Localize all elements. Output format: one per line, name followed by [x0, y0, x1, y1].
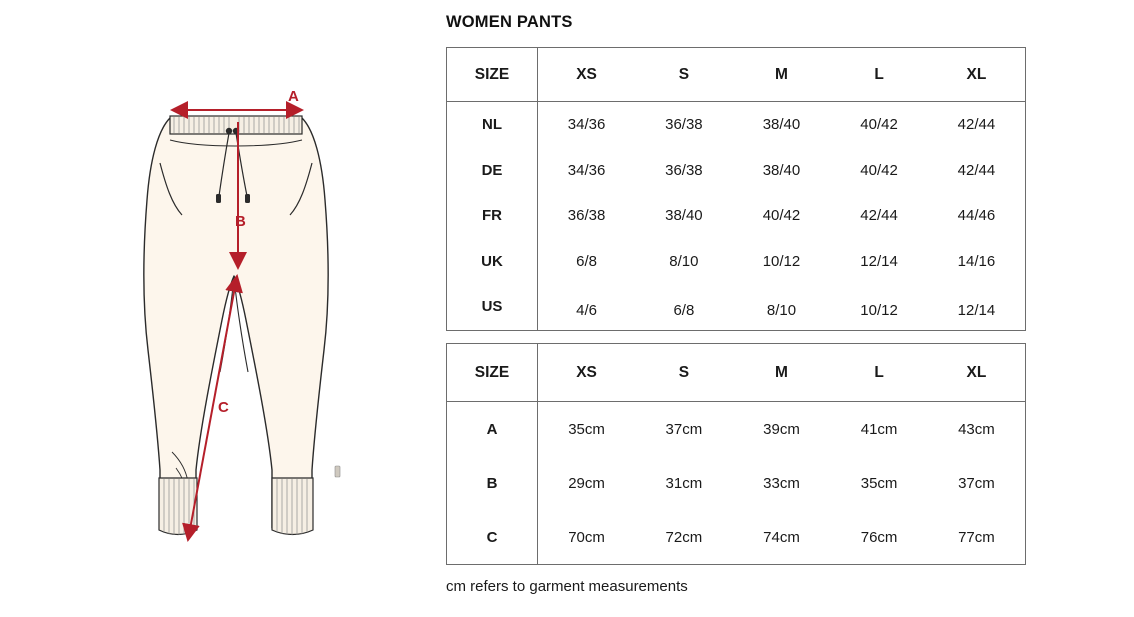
table-row: [447, 510, 1026, 565]
cell-b-xl: 37cm: [958, 474, 995, 492]
cell-b-m: 33cm: [763, 474, 800, 492]
cell-us-xs: 4/6: [576, 302, 597, 320]
cell-us-m: 8/10: [766, 302, 797, 320]
pants-outline: [144, 118, 329, 528]
column-header-m: M: [733, 48, 831, 102]
row-label-c: C: [447, 510, 538, 565]
row-label-b: B: [447, 456, 538, 510]
table-row: [447, 456, 1026, 510]
row-label-nl: NL: [447, 102, 538, 148]
cell-a-l: 41cm: [860, 420, 898, 438]
cell-fr-xl: 44/46: [957, 207, 996, 225]
cell-a-xs: 35cm: [568, 420, 605, 438]
table-row: [447, 102, 1026, 148]
cell-b-xs: 29cm: [568, 474, 605, 492]
garment-measurement-table: [446, 343, 1026, 565]
international-size-table: [446, 47, 1026, 331]
cell-nl-m: 38/40: [762, 116, 801, 134]
cell-uk-s: 8/10: [669, 252, 699, 270]
cell-nl-xl: 42/44: [957, 116, 996, 134]
cell-b-l: 35cm: [860, 474, 898, 492]
column-header-size: SIZE: [447, 344, 538, 402]
cell-a-s: 37cm: [665, 420, 703, 438]
brand-tag: [335, 466, 340, 477]
column-header-xl: XL: [928, 344, 1026, 402]
table-row: [447, 284, 1026, 330]
cell-de-xl: 42/44: [957, 161, 996, 179]
cell-uk-xs: 6/8: [576, 252, 597, 270]
cell-a-m: 39cm: [763, 420, 800, 438]
cell-us-xl: 12/14: [957, 302, 996, 320]
column-header-xl: XL: [928, 48, 1026, 102]
cell-us-s: 6/8: [673, 302, 695, 320]
column-header-s: S: [635, 344, 733, 402]
row-label-uk: UK: [447, 239, 538, 285]
column-header-l: L: [830, 344, 928, 402]
page-title: WOMEN PANTS: [446, 13, 573, 31]
column-header-xs: XS: [538, 344, 636, 402]
cell-nl-s: 36/38: [665, 116, 703, 134]
table-header-row: [447, 344, 1026, 402]
table-header-row: [447, 48, 1026, 102]
column-header-l: L: [830, 48, 928, 102]
table-row: [447, 402, 1026, 457]
cell-de-s: 36/38: [665, 161, 703, 179]
cell-uk-m: 10/12: [762, 252, 801, 270]
cell-nl-xs: 34/36: [567, 116, 606, 134]
cell-uk-xl: 14/16: [957, 252, 996, 270]
footnote: cm refers to garment measurements: [446, 578, 688, 595]
cell-c-l: 76cm: [860, 528, 898, 546]
label-c: C: [218, 399, 229, 416]
table-row: [447, 193, 1026, 239]
pants-technical-drawing: [0, 0, 440, 612]
cell-c-m: 74cm: [763, 528, 800, 546]
cell-de-l: 40/42: [860, 161, 898, 179]
international-size-table-wrap: [446, 47, 1026, 331]
cell-de-m: 38/40: [762, 161, 801, 179]
cell-fr-l: 42/44: [860, 207, 898, 225]
row-label-a: A: [447, 402, 538, 457]
cell-fr-m: 40/42: [762, 207, 801, 225]
row-label-de: DE: [447, 148, 538, 194]
column-header-s: S: [635, 48, 733, 102]
garment-measurement-table-wrap: [446, 343, 1026, 565]
row-label-fr: FR: [447, 193, 538, 239]
cell-c-xl: 77cm: [958, 528, 995, 546]
column-header-xs: XS: [538, 48, 636, 102]
cell-c-xs: 70cm: [568, 528, 605, 546]
cell-uk-l: 12/14: [860, 252, 898, 270]
cell-b-s: 31cm: [665, 474, 703, 492]
cell-us-l: 10/12: [860, 302, 898, 320]
cell-a-xl: 43cm: [958, 420, 995, 438]
size-chart-content: [446, 0, 1026, 612]
table-row: [447, 148, 1026, 194]
table-row: [447, 239, 1026, 285]
cell-fr-s: 38/40: [665, 207, 703, 225]
row-label-us: US: [447, 284, 538, 330]
column-header-size: SIZE: [447, 48, 538, 102]
label-a: A: [288, 88, 299, 105]
label-b: B: [235, 213, 246, 230]
column-header-m: M: [733, 344, 831, 402]
cell-fr-xs: 36/38: [567, 207, 606, 225]
cell-nl-l: 40/42: [860, 116, 898, 134]
cell-de-xs: 34/36: [567, 161, 606, 179]
cell-c-s: 72cm: [665, 528, 703, 546]
